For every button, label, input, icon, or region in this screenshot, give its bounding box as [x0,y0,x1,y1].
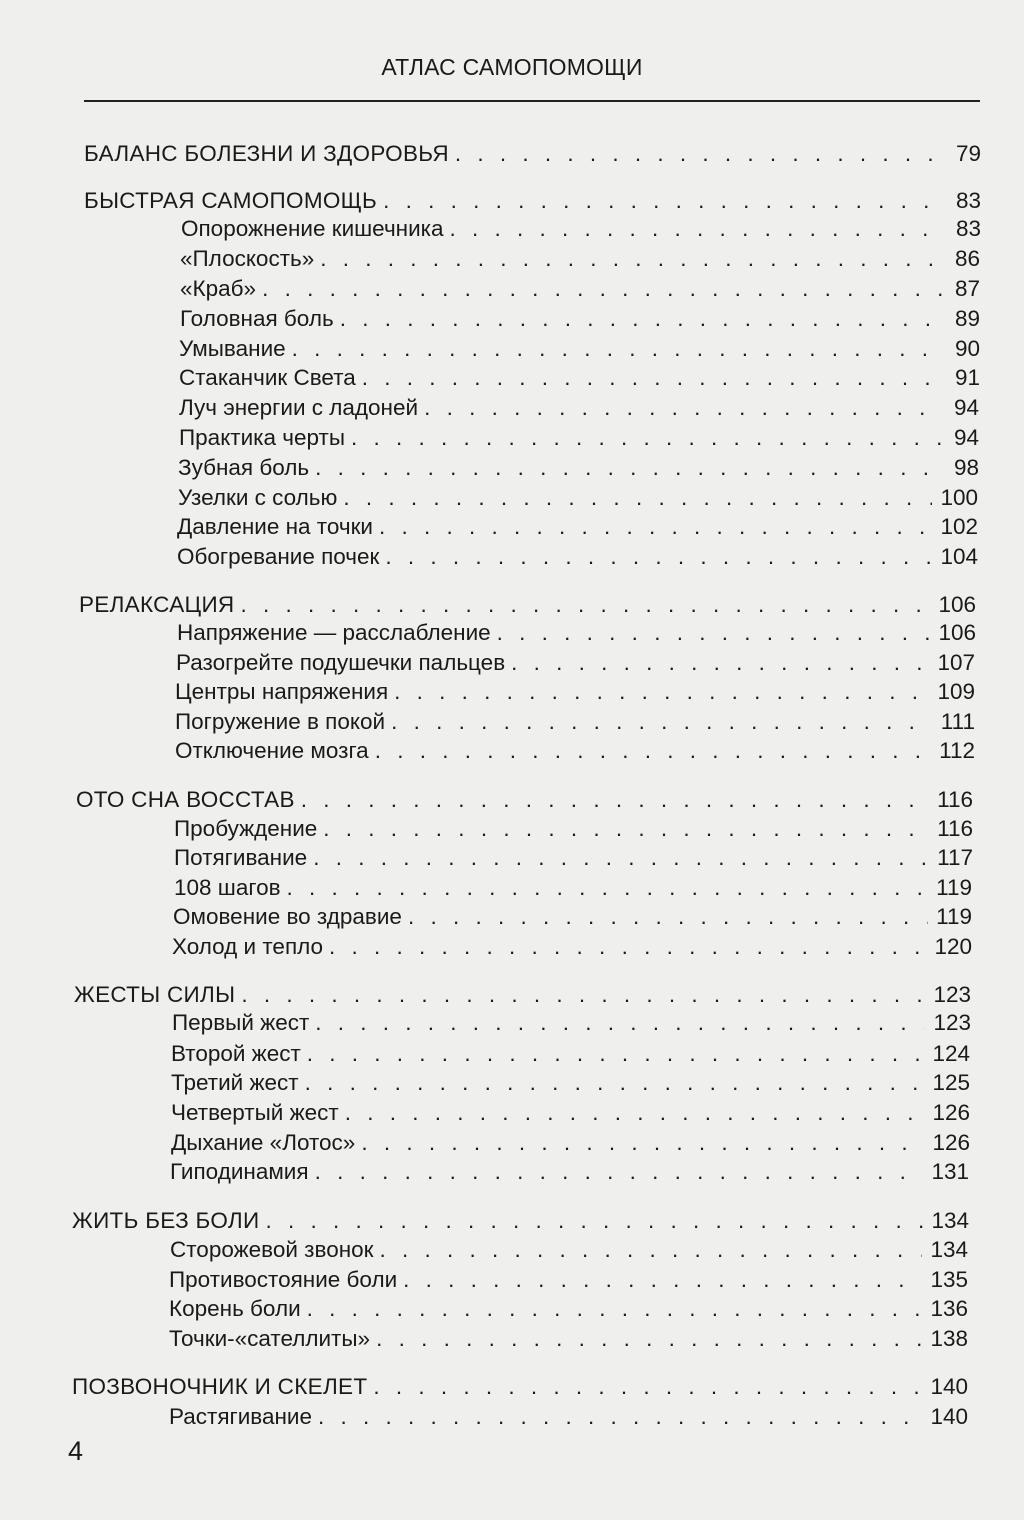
toc-subsection-entry [175,708,975,736]
toc-subsection-entry [175,737,975,765]
toc-entry-page: 87 [954,276,980,301]
dot-leader [351,424,943,452]
toc-entry-page: 123 [933,982,971,1007]
dot-leader [385,543,932,571]
toc-entry-title: БЫСТРАЯ САМОПОМОЩЬ [84,188,378,213]
toc-entry-title: Четвертый жест [171,1100,339,1125]
toc-entry-title: Давление на точки [177,514,373,539]
toc-subsection-entry [174,815,973,843]
dot-leader [241,981,925,1009]
toc-entry-title: Сторожевой звонок [170,1237,374,1262]
toc-entry-title: Второй жест [171,1041,301,1066]
toc-entry-title: Третий жест [171,1070,299,1095]
dot-leader [301,786,929,814]
toc-entry-page: 109 [937,679,975,704]
toc-entry-page: 86 [954,246,980,271]
toc-subsection-entry [179,364,980,392]
dot-leader [315,1009,925,1037]
dot-leader [497,619,931,647]
toc-entry-title: «Краб» [180,276,257,301]
toc-entry-page: 135 [930,1267,968,1292]
toc-entry-title: Потягивание [174,845,308,870]
toc-entry-page: 83 [955,188,981,213]
toc-section-entry [84,187,981,215]
dot-leader [320,245,944,273]
dot-leader [287,874,929,902]
toc-subsection-entry [169,1266,968,1294]
toc-subsection-entry [169,1403,968,1431]
dot-leader [408,903,928,931]
dot-leader [305,1069,925,1097]
toc-entry-title: Дыхание «Лотос» [171,1130,356,1155]
dot-leader [376,1325,922,1353]
toc-entry-page: 94 [953,395,979,420]
toc-entry-page: 104 [940,544,978,569]
toc-section-entry [74,981,971,1009]
toc-subsection-entry [173,903,972,931]
toc-subsection-entry [174,844,973,872]
toc-entry-page: 126 [932,1100,970,1125]
toc-section-entry [79,591,976,619]
toc-section-entry [72,1373,968,1401]
toc-entry-title: Напряжение — расслабление [177,620,491,645]
toc-subsection-entry [169,1295,968,1323]
toc-entry-page: 123 [933,1010,971,1035]
dot-leader [511,649,929,677]
toc-entry-page: 140 [930,1404,968,1429]
toc-entry-page: 116 [937,816,973,841]
toc-entry-page: 112 [939,738,975,763]
header-rule [84,100,980,102]
page-number: 4 [68,1436,84,1466]
toc-subsection-entry [181,215,981,243]
toc-entry-page: 102 [940,514,978,539]
dot-leader [391,708,933,736]
toc-subsection-entry [180,275,980,303]
dot-leader [262,275,944,303]
toc-subsection-entry [172,1009,971,1037]
toc-entry-page: 126 [932,1130,970,1155]
toc-entry-title: ЖЕСТЫ СИЛЫ [74,982,236,1007]
toc-entry-page: 106 [938,620,976,645]
dot-leader [379,513,932,541]
dot-leader [340,305,944,333]
toc-entry-page: 120 [934,934,972,959]
toc-entry-page: 90 [954,336,980,361]
toc-entry-page: 79 [955,141,981,166]
toc-subsection-entry [171,1099,970,1127]
toc-entry-page: 131 [931,1159,969,1184]
toc-subsection-entry [170,1236,968,1264]
toc-entry-title: Пробуждение [174,816,318,841]
dot-leader [403,1266,922,1294]
toc-entry-page: 116 [937,787,973,812]
toc-entry-title: Зубная боль [178,455,310,480]
toc-entry-page: 100 [940,485,978,510]
toc-subsection-entry [172,933,972,961]
dot-leader [307,1295,923,1323]
toc-entry-title: Растягивание [169,1404,313,1429]
toc-entry-title: Стаканчик Света [179,365,356,390]
toc-subsection-entry [176,649,975,677]
toc-entry-title: Головная боль [180,306,334,331]
toc-entry-page: 98 [953,455,979,480]
toc-subsection-entry [179,335,980,363]
toc-entry-title: ПОЗВОНОЧНИК И СКЕЛЕТ [72,1374,368,1399]
toc-entry-page: 119 [936,875,972,900]
toc-subsection-entry [177,543,978,571]
toc-entry-title: 108 шагов [174,875,281,900]
dot-leader [424,394,943,422]
toc-entry-title: ОТО СНА ВОССТАВ [76,787,295,812]
toc-entry-title: «Плоскость» [180,246,315,271]
toc-subsection-entry [171,1069,970,1097]
toc-entry-title: Узелки с солью [178,485,338,510]
toc-entry-page: 119 [936,904,972,929]
dot-leader [318,1403,922,1431]
toc-entry-title: Противостояние боли [169,1267,398,1292]
toc-subsection-entry [179,424,979,452]
dot-leader [361,1129,924,1157]
toc-subsection-entry [171,1040,970,1068]
dot-leader [455,140,945,168]
toc-entry-page: 124 [932,1041,970,1066]
toc-entry-page: 140 [930,1374,968,1399]
dot-leader [380,1236,923,1264]
toc-section-entry [84,140,981,168]
toc-subsection-entry [177,619,976,647]
toc-subsection-entry [177,513,978,541]
dot-leader [362,364,944,392]
toc-entry-page: 138 [930,1326,968,1351]
dot-leader [313,844,929,872]
dot-leader [265,1207,923,1235]
toc-subsection-entry [169,1325,968,1353]
toc-entry-page: 134 [930,1237,968,1262]
toc-entry-page: 111 [940,709,975,734]
toc-subsection-entry [178,454,979,482]
dot-leader [450,215,945,243]
toc-subsection-entry [180,305,980,333]
toc-entry-title: Отключение мозга [175,738,369,763]
dot-leader [292,335,944,363]
dot-leader [343,484,932,512]
dot-leader [373,1373,922,1401]
toc-entry-title: Гиподинамия [170,1159,309,1184]
dot-leader [315,1158,924,1186]
toc-entry-title: Разогрейте подушечки пальцев [176,650,506,675]
toc-entry-title: БАЛАНС БОЛЕЗНИ И ЗДОРОВЬЯ [84,141,449,166]
toc-section-entry [76,786,973,814]
toc-subsection-entry [171,1129,970,1157]
toc-section-entry [72,1207,969,1235]
toc-subsection-entry [178,484,978,512]
toc-entry-page: 89 [954,306,980,331]
toc-entry-title: Умывание [179,336,286,361]
toc-subsection-entry [175,678,975,706]
toc-entry-title: Погружение в покой [175,709,386,734]
toc-entry-title: Луч энергии с ладоней [179,395,419,420]
toc-subsection-entry [180,245,980,273]
toc-entry-page: 83 [955,216,981,241]
toc-entry-page: 94 [953,425,979,450]
toc-subsection-entry [174,874,972,902]
toc-entry-page: 106 [938,592,976,617]
toc-entry-page: 136 [930,1296,968,1321]
toc-entry-title: Опорожнение кишечника [181,216,444,241]
dot-leader [383,187,945,215]
toc-entry-title: РЕЛАКСАЦИЯ [79,592,235,617]
toc-entry-title: Центры напряжения [175,679,389,704]
toc-entry-title: Корень боли [169,1296,301,1321]
dot-leader [394,678,929,706]
toc-entry-title: Первый жест [172,1010,310,1035]
toc-entry-page: 125 [932,1070,970,1095]
dot-leader [240,591,930,619]
toc-subsection-entry [179,394,979,422]
dot-leader [375,737,931,765]
dot-leader [307,1040,925,1068]
toc-subsection-entry [170,1158,969,1186]
dot-leader [345,1099,925,1127]
toc-entry-title: Холод и тепло [172,934,324,959]
toc-entry-title: Обогревание почек [177,544,380,569]
running-head: АТЛАС САМОПОМОЩИ [381,54,643,80]
dot-leader [315,454,943,482]
dot-leader [323,815,929,843]
toc-entry-title: Практика черты [179,425,346,450]
toc-entry-title: Омовение во здравие [173,904,402,929]
toc-entry-title: ЖИТЬ БЕЗ БОЛИ [72,1208,260,1233]
toc-entry-title: Точки-«сателлиты» [169,1326,371,1351]
toc-entry-page: 134 [931,1208,969,1233]
dot-leader [329,933,926,961]
toc-entry-page: 107 [937,650,975,675]
toc-entry-page: 117 [937,845,973,870]
toc-entry-page: 91 [954,365,980,390]
